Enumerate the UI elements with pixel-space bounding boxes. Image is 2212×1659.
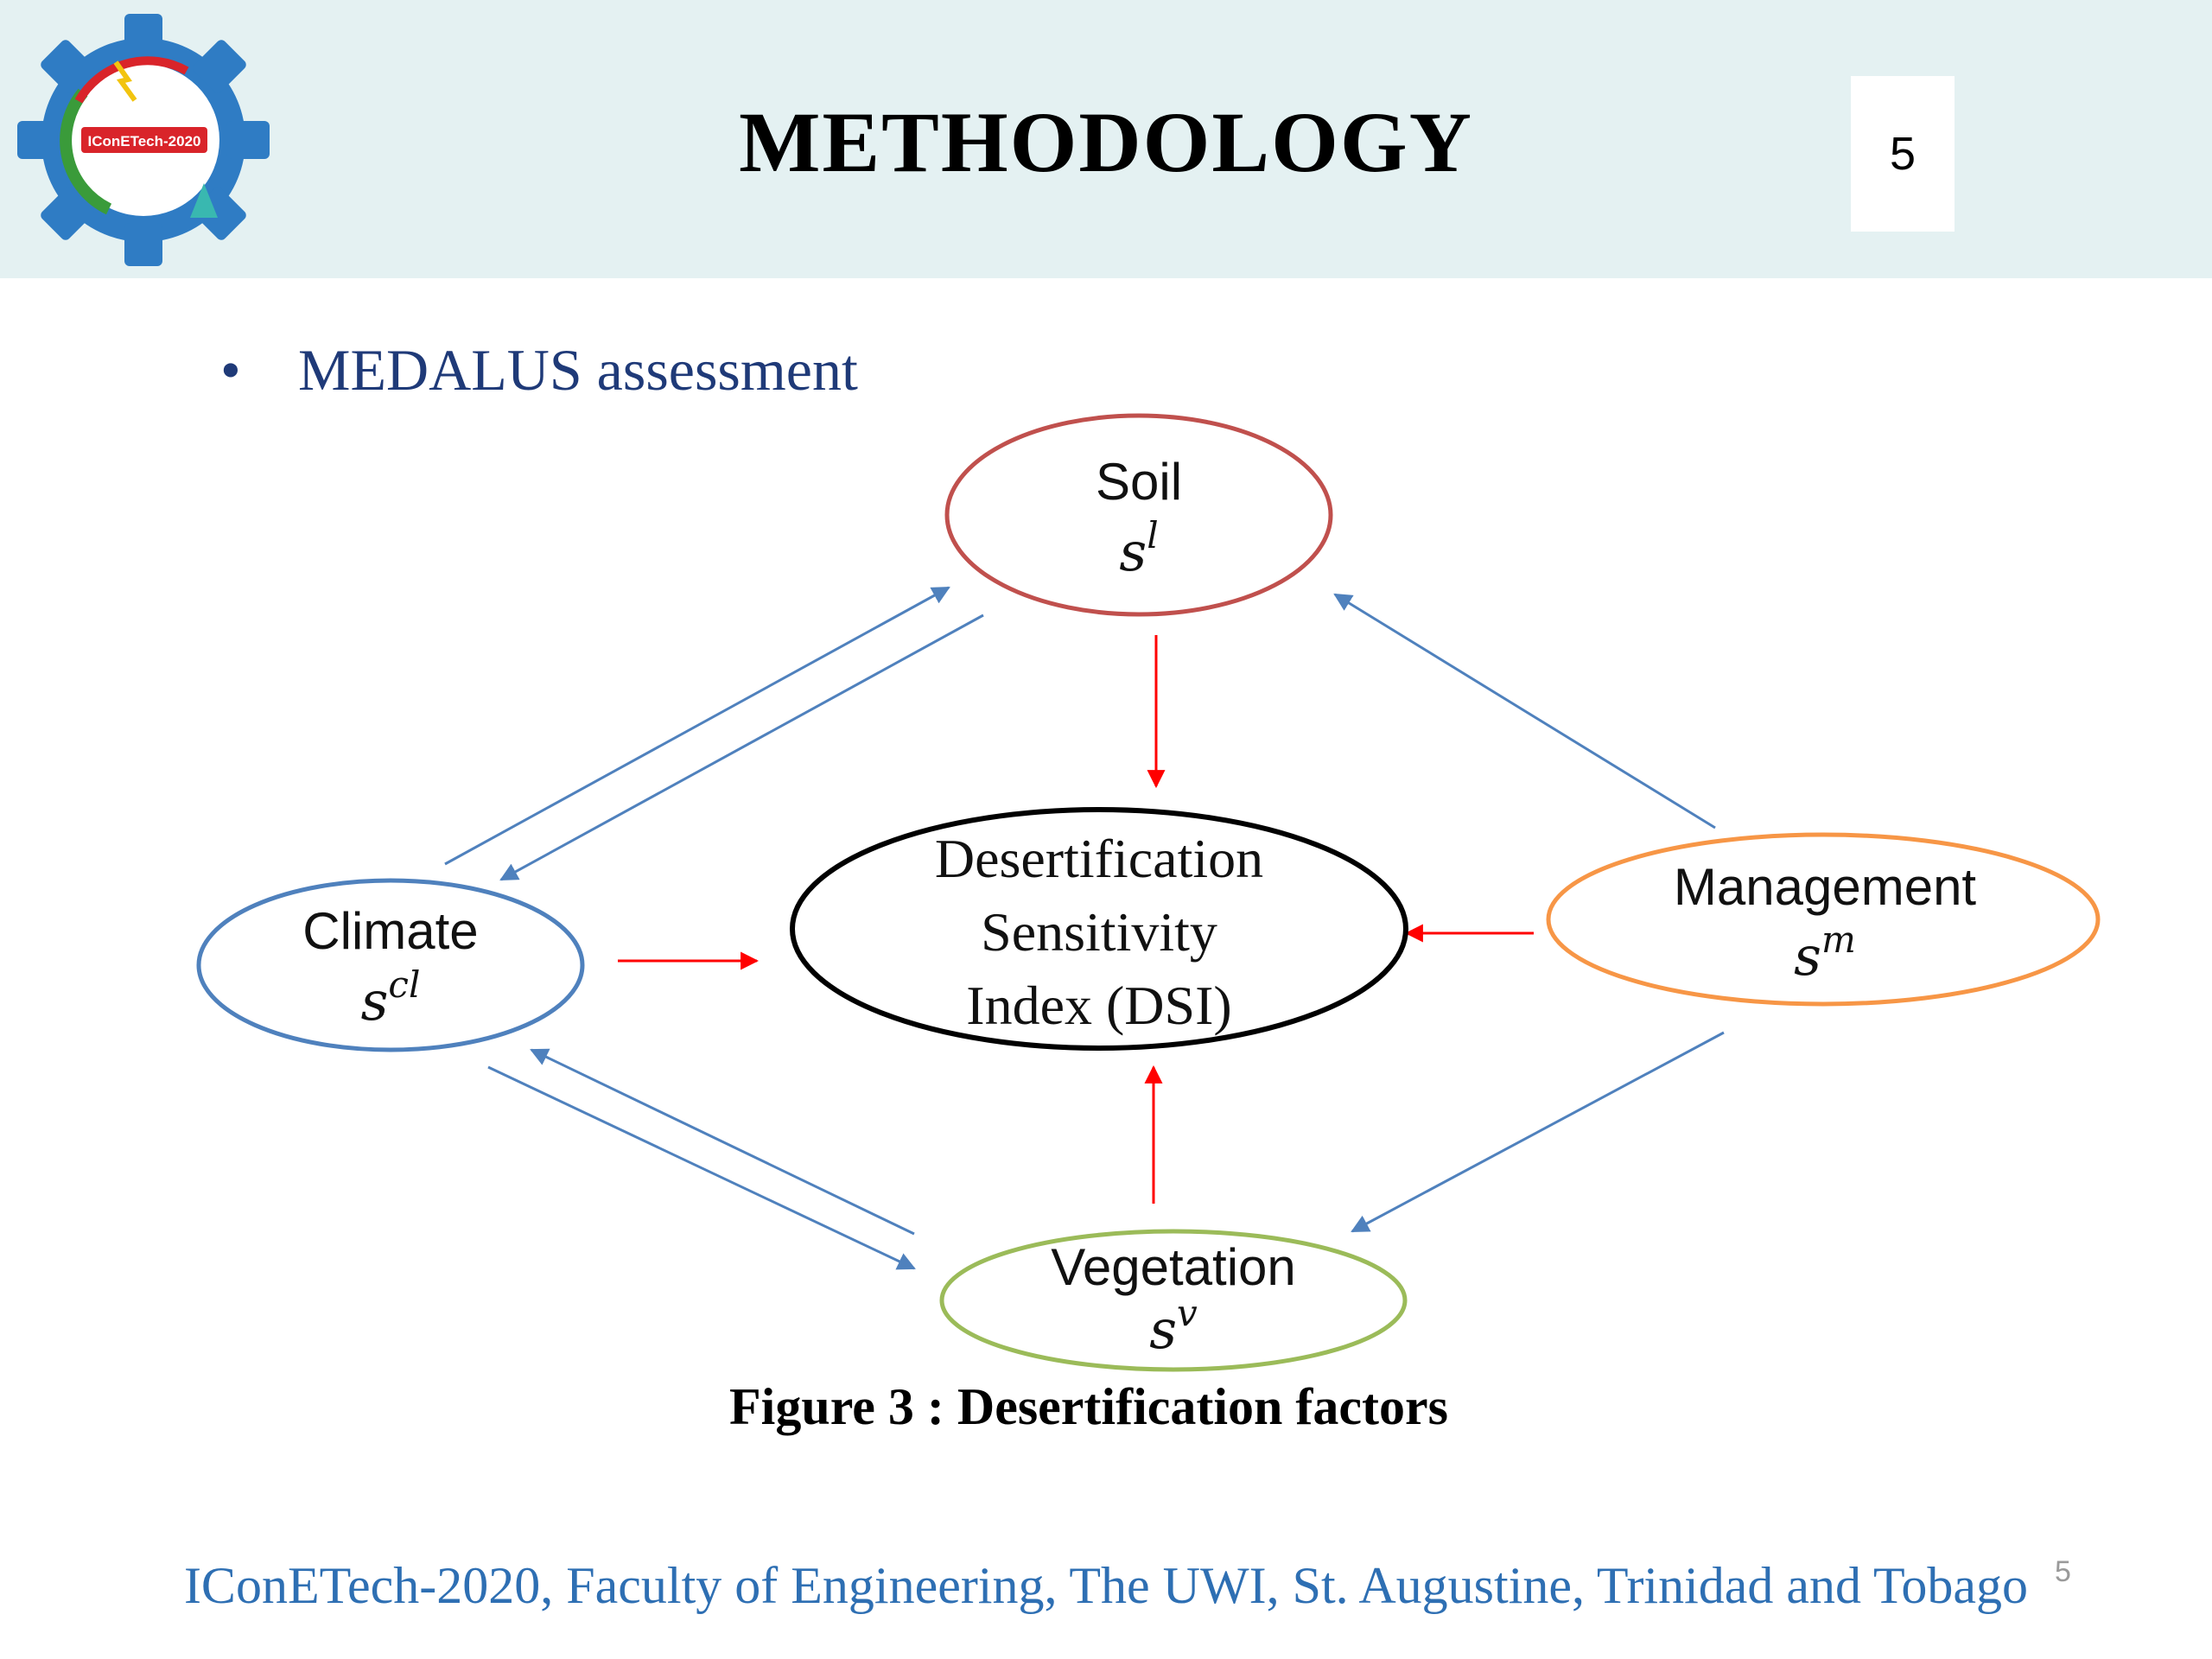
node-vegetation-symbol: sv [1149,1292,1198,1361]
node-climate-label: Climate [302,902,479,960]
dsi-line-1: Desertification [934,828,1264,889]
arrow-climate-to-soil [445,588,949,864]
node-vegetation-label: Vegetation [1051,1238,1296,1296]
footer-text: IConETech-2020, Faculty of Engineering, The UWI, St. Augustine, Trinidad and Tobago [183,1557,2029,1614]
node-management-label: Management [1673,858,1977,916]
page-number: 5 [1889,128,1916,180]
node-soil-symbol: sl [1119,514,1159,583]
arrow-vegetation-to-climate [531,1050,914,1234]
bullet-dot: • [220,337,241,403]
dsi-line-2: Sensitivity [981,901,1217,963]
logo-text: IConETech-2020 [87,133,201,149]
node-management-symbol: sm [1794,918,1856,988]
node-climate [199,880,582,1050]
node-dsi [792,810,1406,1048]
footer-slide-number: 5 [2055,1555,2071,1588]
node-climate-symbol: scl [360,963,421,1033]
bullet-text: MEDALUS assessment [298,337,858,403]
figure-caption: Figure 3 : Desertification factors [729,1378,1448,1435]
page-title: METHODOLOGY [739,94,1473,190]
arrow-management-to-soil [1335,594,1715,828]
node-soil-label: Soil [1095,453,1183,511]
dsi-line-3: Index (DSI) [966,975,1232,1036]
node-management [1548,835,2098,1004]
arrow-management-to-vegetation [1352,1033,1724,1231]
node-vegetation [942,1231,1405,1370]
arrow-climate-to-vegetation [488,1067,914,1268]
node-soil [947,416,1331,614]
